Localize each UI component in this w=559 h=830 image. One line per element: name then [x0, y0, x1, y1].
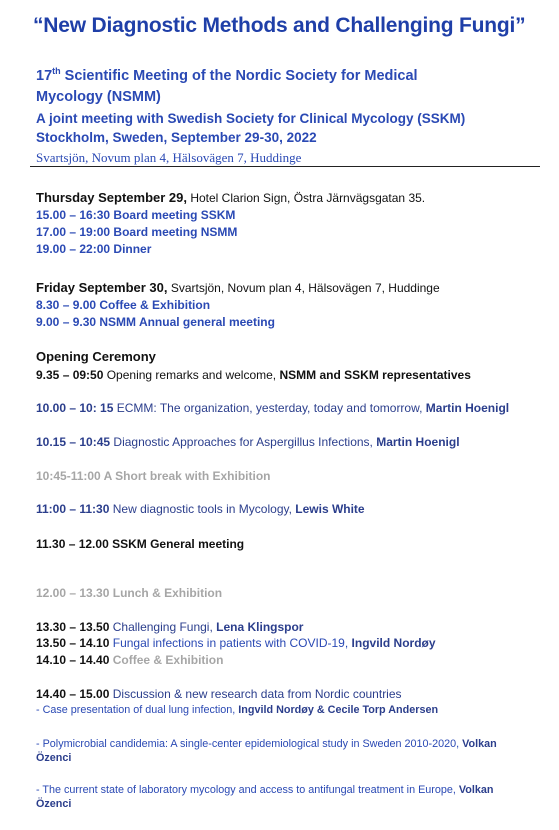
ecmm-item — [36, 401, 509, 416]
meeting-ordinal-suffix: th — [52, 66, 61, 76]
friday-heading — [36, 280, 440, 296]
page-title: “New Diagnostic Methods and Challenging Fungi” — [33, 14, 526, 37]
aspergillus-item — [36, 435, 460, 450]
ecmm-time: 10.00 – 10: 15 — [36, 401, 114, 415]
case-presentation-item — [36, 703, 438, 718]
ecmm-text: ECMM: The organization, yesterday, today and tomorrow, — [113, 401, 426, 415]
challenging-time: 13.30 – 13.50 — [36, 620, 110, 634]
challenging-speaker: Lena Klingspor — [216, 620, 304, 634]
tools-speaker: Lewis White — [295, 502, 365, 516]
thursday-day: Thursday September 29, — [36, 190, 187, 205]
friday-item-coffee: 8.30 – 9.00 Coffee & Exhibition — [36, 298, 211, 312]
aspergillus-text: Diagnostic Approaches for Aspergillus Infections, — [110, 435, 377, 449]
laboratory-speaker-first: Volkan — [458, 784, 494, 796]
coffee-text: Coffee & Exhibition — [109, 653, 224, 667]
discussion-text: Discussion & new research data from Nordic countries — [109, 687, 402, 701]
candidemia-item — [36, 737, 497, 752]
meeting-ordinal: 17 — [36, 67, 53, 84]
meeting-title-text: Scientific Meeting of the Nordic Society for Medical — [60, 67, 418, 84]
covid-text: Fungal infections in patients with COVID-19, — [109, 636, 352, 650]
laboratory-item — [36, 783, 494, 798]
case-speaker: Ingvild Nordøy & Cecile Torp Andersen — [238, 704, 439, 716]
discussion-item — [36, 687, 402, 702]
covid-time: 13.50 – 14.10 — [36, 636, 110, 650]
candidemia-speaker-last: Özenci — [36, 752, 72, 764]
ecmm-speaker: Martin Hoenigl — [425, 401, 510, 415]
thursday-item-board-sskm: 15.00 – 16:30 Board meeting SSKM — [36, 208, 236, 222]
tools-time: 11:00 – 11:30 — [36, 502, 110, 516]
header-divider — [30, 166, 540, 167]
opening-heading: Opening Ceremony — [36, 349, 156, 364]
tools-item — [36, 502, 365, 517]
coffee-item — [36, 653, 223, 668]
tools-text: New diagnostic tools in Mycology, — [109, 502, 296, 516]
meeting-title-line2: Mycology (NSMM) — [36, 89, 161, 105]
candidemia-text: - Polymicrobial candidemia: A single-center epidemiological study in Sweden 2010-2020, — [36, 738, 463, 750]
discussion-time: 14.40 – 15.00 — [36, 687, 110, 701]
opening-text: Opening remarks and welcome, — [103, 368, 280, 382]
opening-time: 9.35 – 09:50 — [36, 368, 104, 382]
short-break-item: 10:45-11:00 A Short break with Exhibition — [36, 469, 271, 483]
meeting-title-line1 — [36, 66, 418, 84]
laboratory-text: - The current state of laboratory mycology and access to antifungal treatment in Europe, — [36, 784, 459, 796]
thursday-place: Hotel Clarion Sign, Östra Järnvägsgatan 35. — [187, 191, 426, 205]
case-text: - Case presentation of dual lung infection, — [36, 704, 239, 716]
challenging-fungi-item — [36, 620, 303, 635]
covid-item — [36, 636, 436, 651]
covid-speaker: Ingvild Nordøy — [351, 636, 436, 650]
aspergillus-time: 10.15 – 10:45 — [36, 435, 111, 449]
aspergillus-speaker: Martin Hoenigl — [376, 435, 460, 449]
thursday-item-board-nsmm: 17.00 – 19:00 Board meeting NSMM — [36, 225, 238, 239]
thursday-heading — [36, 190, 425, 206]
venue-line: Svartsjön, Novum plan 4, Hälsovägen 7, Huddinge — [36, 150, 302, 165]
joint-meeting-line: A joint meeting with Swedish Society for Clinical Mycology (SSKM) — [36, 111, 466, 126]
location-date-line: Stockholm, Sweden, September 29-30, 2022 — [36, 130, 317, 145]
friday-place: Svartsjön, Novum plan 4, Hälsovägen 7, Huddinge — [167, 281, 440, 295]
opening-item — [36, 368, 471, 383]
lunch-item: 12.00 – 13.30 Lunch & Exhibition — [36, 586, 223, 600]
coffee-time: 14.10 – 14.40 — [36, 653, 110, 667]
sskm-meeting-item: 11.30 – 12.00 SSKM General meeting — [36, 537, 245, 551]
thursday-item-dinner: 19.00 – 22:00 Dinner — [36, 242, 152, 256]
friday-item-annual-meeting: 9.00 – 9.30 NSMM Annual general meeting — [36, 315, 275, 329]
opening-speaker: NSMM and SSKM representatives — [279, 368, 471, 382]
friday-day: Friday September 30, — [36, 280, 168, 295]
laboratory-speaker-last: Özenci — [36, 798, 72, 810]
candidemia-speaker-first: Volkan — [462, 738, 497, 750]
challenging-text: Challenging Fungi, — [109, 620, 217, 634]
